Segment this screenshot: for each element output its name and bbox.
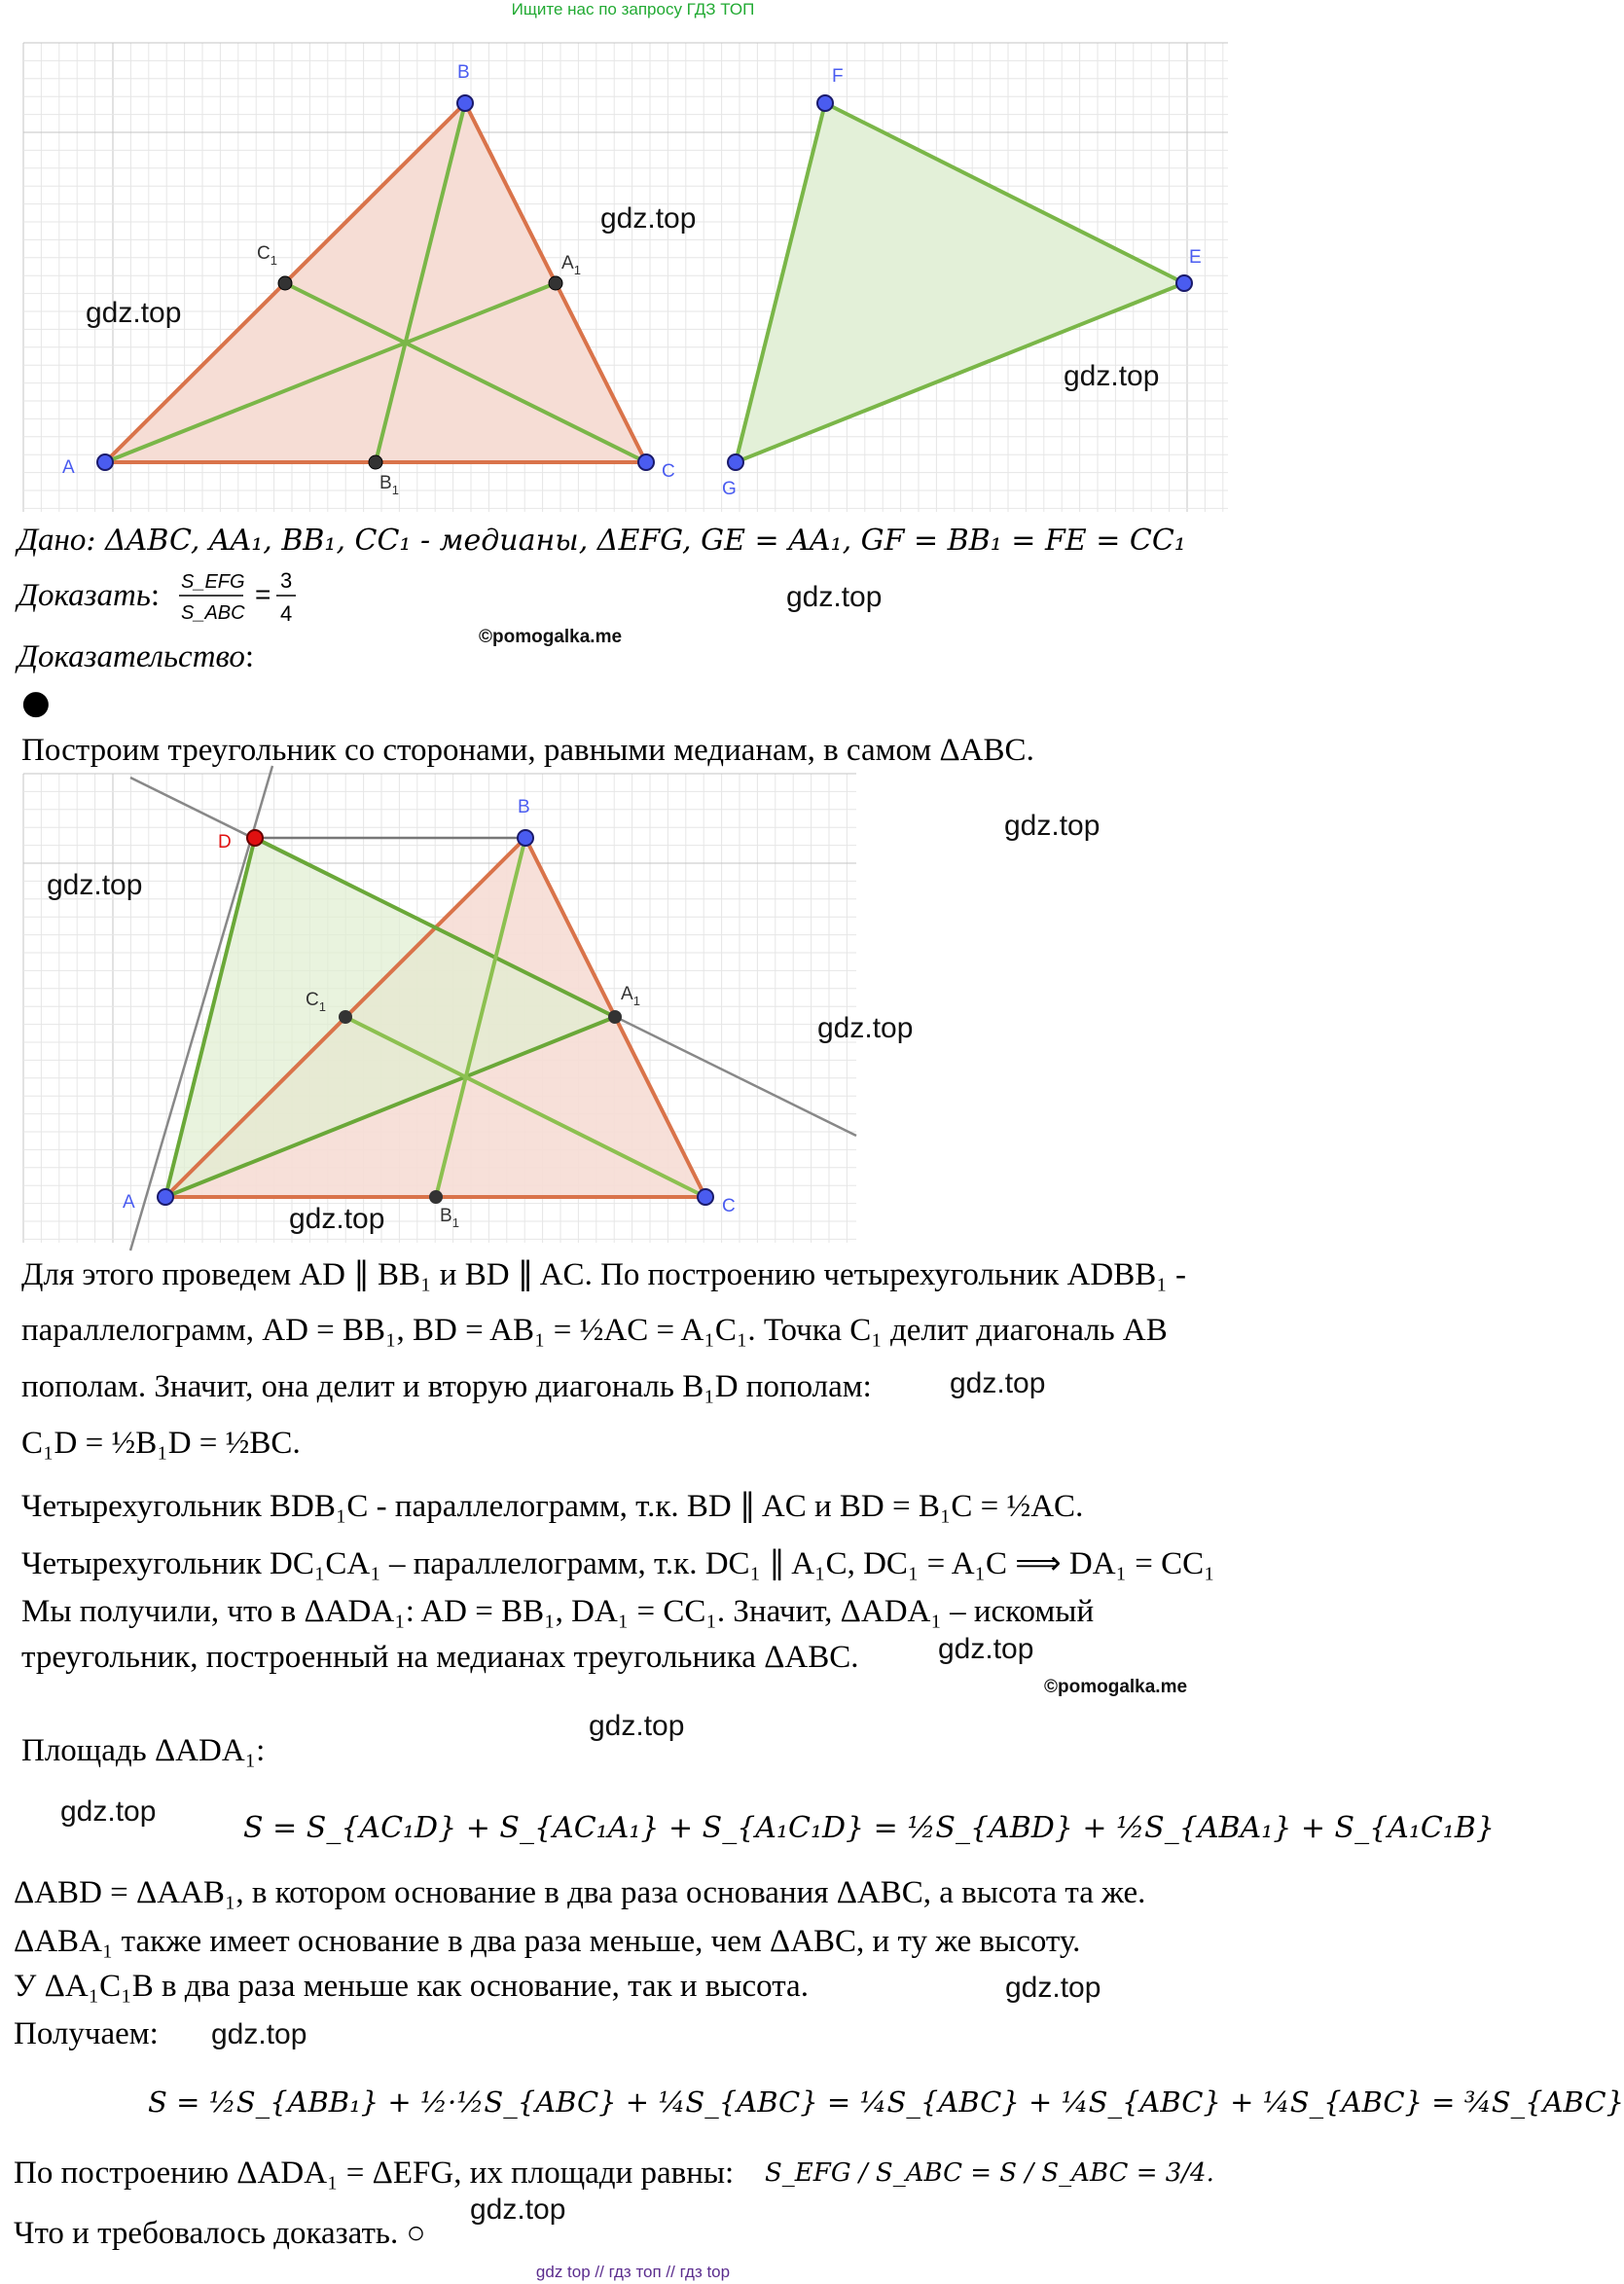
label-g: G (722, 479, 737, 499)
point-a (97, 454, 113, 470)
paragraph-line: Четырехугольник DC₁CA₁ – параллелограмм, т.к. DC₁ ∥ A₁C, DC₁ = A₁C ⟹ DA₁ = CC₁ (21, 1546, 1215, 1581)
given-label: Дано (18, 523, 87, 558)
watermark: gdz.top (289, 1203, 385, 1235)
point-c1 (339, 1010, 352, 1024)
watermark: gdz.top (211, 2018, 307, 2050)
point-d (247, 830, 263, 846)
paragraph-line: C₁D = ½B₁D = ½BC. (21, 1426, 301, 1461)
label-c: C (662, 461, 675, 482)
formula-area-sum: S = S_{AC₁D} + S_{AC₁A₁} + S_{A₁C₁D} = ½S_{ABD} + ½S_{ABA₁} + S_{A₁C₁B} (243, 1811, 1495, 1845)
prove-fraction (175, 562, 311, 631)
watermark: gdz.top (1004, 810, 1101, 842)
point-e (1176, 275, 1192, 291)
point-b (457, 95, 473, 111)
prove-line: Доказать: (18, 578, 161, 613)
formula-area-result: S = ½S_{ABB₁} + ½·½S_{ABC} + ¼S_{ABC} = ¼S_{ABC} + ¼S_{ABC} + ¼S_{ABC} = ¾S_{ABC} (148, 2085, 1624, 2119)
copyright: ©pomogalka.me (479, 627, 623, 647)
copyright: ©pomogalka.me (1044, 1677, 1188, 1697)
bullet-marker: ● (21, 683, 51, 722)
paragraph-line: параллелограмм, AD = BB₁, BD = AB₁ = ½AC = A₁C₁. Точка C₁ делит диагональ AB (21, 1313, 1168, 1348)
given-line (18, 521, 1186, 561)
point-a1 (549, 276, 562, 290)
fraction-equality: S_EFG / S_ABC = S / S_ABC = 3/4. (765, 2158, 1214, 2188)
given-body: : ΔABC, AA₁, BB₁, CC₁ - медианы, ΔEFG, GE = AA₁, GF = BB₁ = FE = CC₁ (86, 524, 1186, 558)
watermark: gdz.top (1064, 360, 1160, 392)
label-f: F (832, 66, 844, 87)
label-c: C (722, 1196, 736, 1216)
paragraph-line: Для этого проведем AD ∥ BB₁ и BD ∥ AC. По построению четырехугольник ADBB₁ - (21, 1257, 1186, 1292)
paragraph-qed: Что и требовалось доказать. ○ (14, 2216, 426, 2251)
svg-text:S_EFG: S_EFG (181, 571, 245, 593)
watermark: gdz.top (817, 1012, 914, 1044)
paragraph-line: Мы получили, что в ΔADA₁: AD = BB₁, DA₁ = CC₁. Значит, ΔADA₁ – искомый (21, 1594, 1095, 1629)
proof-heading: Доказательство: (18, 639, 255, 674)
paragraph-line: Четырехугольник BDB₁C - параллелограмм, т.к. BD ∥ AC и BD = B₁C = ½AC. (21, 1489, 1084, 1524)
point-g (728, 454, 743, 470)
search-banner: Ищите нас по запросу ГДЗ ТОП (511, 0, 755, 18)
svg-text:4: 4 (280, 601, 293, 626)
paragraph-line: По построению ΔADA₁ = ΔEFG, их площади равны: (14, 2156, 735, 2191)
paragraph-line: У ΔA₁C₁B в два раза меньше как основание, так и высота. (14, 1969, 809, 2004)
paragraph-line: пополам. Значит, она делит и вторую диагональ B₁D пополам: (21, 1369, 872, 1404)
label-b1: $B_1$ (379, 473, 399, 497)
triangle-abc-fill (105, 103, 646, 462)
point-c (698, 1189, 713, 1205)
svg-text:=: = (255, 579, 271, 609)
point-a (158, 1189, 173, 1205)
label-b: B (518, 797, 530, 817)
label-c1: $C_1$ (257, 243, 277, 268)
label-a: A (123, 1192, 135, 1213)
watermark: gdz.top (1005, 1972, 1101, 2004)
prove-label: Доказать (18, 578, 151, 613)
point-b1 (429, 1190, 443, 1204)
watermark: gdz.top (950, 1367, 1046, 1399)
label-a1: $A_1$ (621, 984, 640, 1008)
label-e: E (1189, 247, 1202, 268)
watermark: gdz.top (600, 202, 697, 235)
watermark: gdz.top (938, 1633, 1034, 1665)
label-d: D (218, 832, 232, 852)
label-b: B (457, 62, 470, 83)
paragraph-line: треугольник, построенный на медианах треугольника ΔABC. (21, 1640, 859, 1675)
paragraph-line: ΔABD = ΔAAB₁, в котором основание в два раза основания ΔABC, а высота та же. (14, 1875, 1146, 1910)
footer-links[interactable]: gdz top // гдз топ // гдз top (535, 2263, 731, 2281)
paragraph-area: Площадь ΔADA₁: (21, 1733, 266, 1768)
figure-triangles-abc-efg (0, 39, 1266, 516)
point-c (638, 454, 654, 470)
figure-construction-ada1 (0, 774, 866, 1255)
paragraph-line: ΔABA₁ также имеет основание в два раза меньше, чем ΔABC, и ту же высоту. (14, 1924, 1081, 1959)
label-a1: $A_1$ (561, 253, 581, 277)
watermark: gdz.top (47, 869, 143, 901)
watermark: gdz.top (786, 581, 883, 613)
label-a: A (62, 457, 75, 478)
point-a1 (608, 1010, 622, 1024)
point-b1 (369, 455, 382, 469)
point-f (817, 95, 833, 111)
label-b1: $B_1$ (440, 1206, 459, 1230)
watermark: gdz.top (86, 297, 182, 329)
watermark: gdz.top (589, 1710, 685, 1742)
triangle-efg-fill (736, 103, 1184, 462)
watermark: gdz.top (60, 1795, 157, 1828)
svg-text:S_ABC: S_ABC (181, 602, 245, 624)
point-b (518, 830, 533, 846)
watermark: gdz.top (470, 2193, 566, 2226)
svg-text:3: 3 (280, 568, 293, 593)
point-c1 (278, 276, 292, 290)
paragraph-construct: Построим треугольник со сторонами, равными медианам, в самом ΔABC. (21, 733, 1034, 768)
label-c1: $C_1$ (306, 990, 326, 1014)
paragraph-line: Получаем: (14, 2016, 159, 2051)
